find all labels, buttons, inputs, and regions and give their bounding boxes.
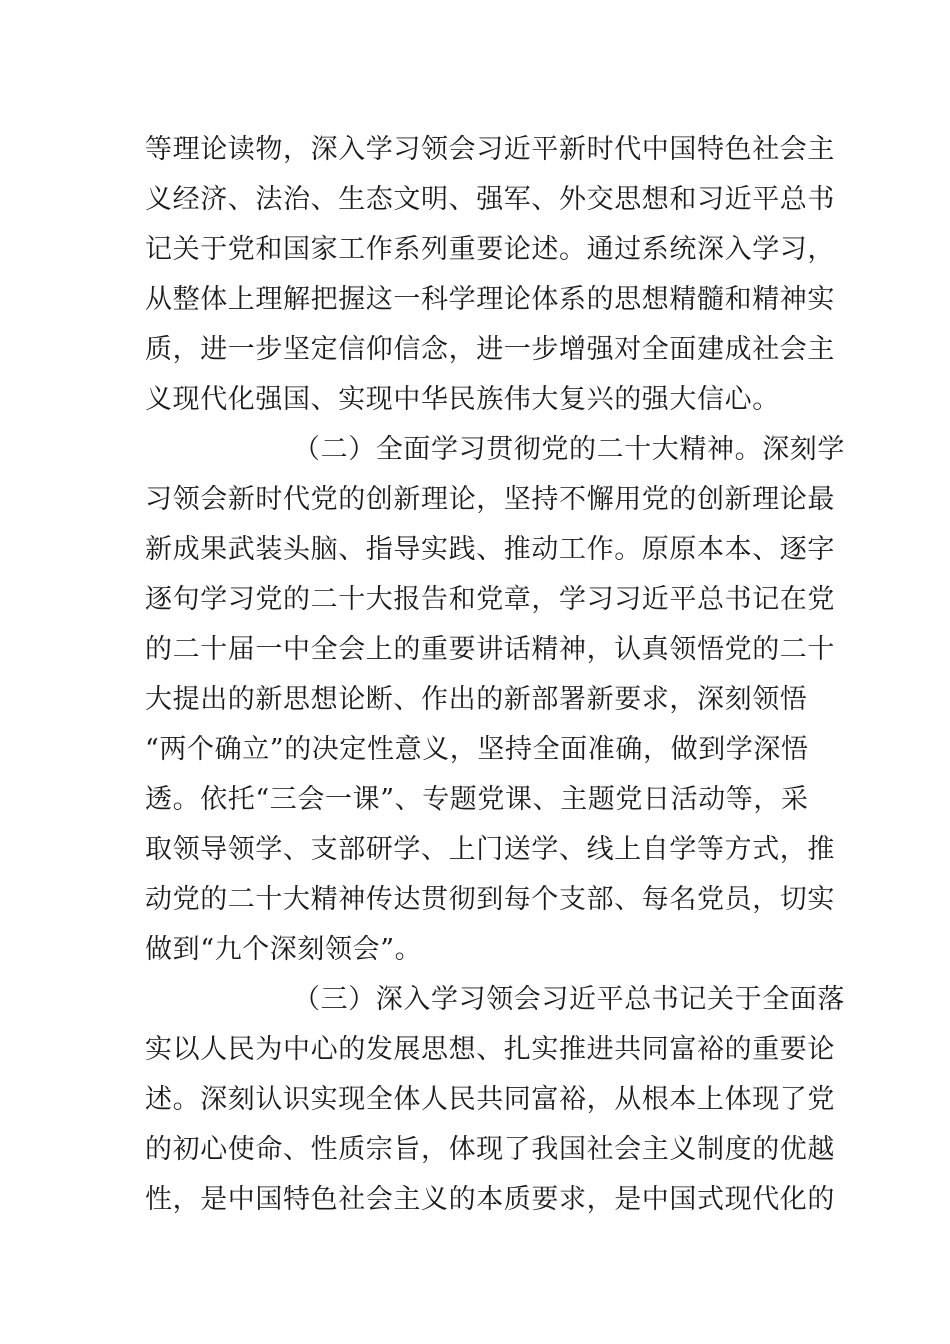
body-text-line: 等理论读物，深入学习领会习近平新时代中国特色社会主: [145, 134, 835, 165]
body-text-line: 性，是中国特色社会主义的本质要求，是中国式现代化的: [145, 1184, 835, 1215]
body-text-line: 的二十届一中全会上的重要讲话精神，认真领悟党的二十: [145, 634, 835, 665]
body-text-line: 记关于党和国家工作系列重要论述。通过系统深入学习，: [145, 234, 835, 265]
body-text-line: 述。深刻认识实现全体人民共同富裕，从根本上体现了党: [145, 1084, 835, 1115]
body-text-line: 新成果武装头脑、指导实践、推动工作。原原本本、逐字: [145, 534, 835, 565]
body-text-line: 透。依托“三会一课”、专题党课、主题党日活动等，采: [145, 784, 809, 815]
body-text-line: 习领会新时代党的创新理论，坚持不懈用党的创新理论最: [145, 484, 835, 515]
body-text-line: 实以人民为中心的发展思想、扎实推进共同富裕的重要论: [145, 1034, 835, 1065]
body-text-line: 做到“九个深刻领会”。: [145, 934, 423, 965]
body-text-line: “两个确立”的决定性意义，坚持全面准确，做到学深悟: [145, 734, 809, 765]
body-text-line: 义现代化强国、实现中华民族伟大复兴的强大信心。: [145, 384, 780, 415]
section-heading-3: （三）深入学习领会习近平总书记关于全面落: [293, 984, 845, 1015]
body-text-line: 的初心使命、性质宗旨，体现了我国社会主义制度的优越: [145, 1134, 835, 1165]
section-heading-2: （二）全面学习贯彻党的二十大精神。深刻学: [293, 434, 845, 465]
body-text-line: 动党的二十大精神传达贯彻到每个支部、每名党员，切实: [145, 884, 835, 915]
body-text-line: 从整体上理解把握这一科学理论体系的思想精髓和精神实: [145, 284, 835, 315]
body-text-line: 大提出的新思想论断、作出的新部署新要求，深刻领悟: [145, 684, 808, 715]
body-text-line: 质，进一步坚定信仰信念，进一步增强对全面建成社会主: [145, 334, 835, 365]
body-text-line: 取领导领学、支部研学、上门送学、线上自学等方式，推: [145, 834, 835, 865]
body-text-line: 义经济、法治、生态文明、强军、外交思想和习近平总书: [145, 184, 835, 215]
body-text-line: 逐句学习党的二十大报告和党章，学习习近平总书记在党: [145, 584, 835, 615]
